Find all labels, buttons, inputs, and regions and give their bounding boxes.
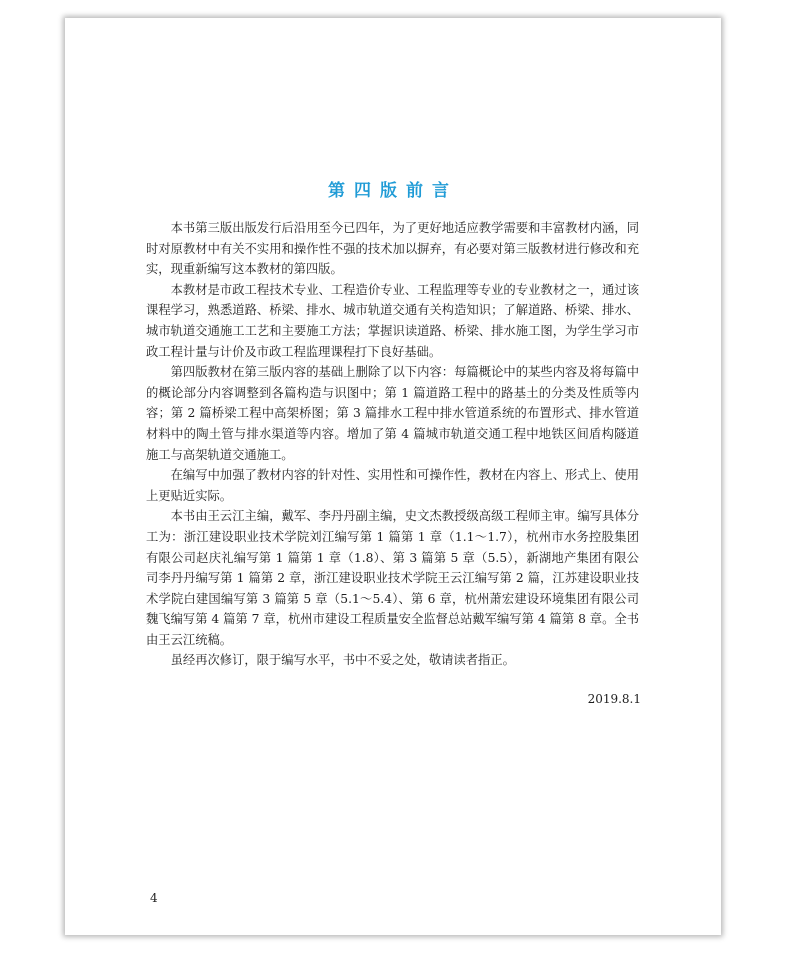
page-title: 第四版前言 <box>328 181 458 201</box>
paragraph-3: 第四版教材在第三版内容的基础上删除了以下内容：每篇概论中的某些内容及将每篇中的概论部分内容调整到各篇构造与识图中；第 1 篇道路工程中的路基土的分类及性质等内容；第 2 篇桥梁工程中高架桥图；第 3 篇排水工程中排水管道系统的布置形式、排水管道材料中的陶土管与排水渠道等内容。增加了第 4 篇城市轨道交通工程中地铁区间盾构隧道施工与高架轨道交通施工。 <box>146 365 639 462</box>
paragraph-2: 本教材是市政工程技术专业、工程造价专业、工程监理等专业的专业教材之一，通过该课程学习，熟悉道路、桥梁、排水、城市轨道交通有关构造知识；了解道路、桥梁、排水、城市轨道交通施工工艺和主要施工方法；掌握识读道路、桥梁、排水施工图，为学生学习市政工程计量与计价及市政工程监理课程打下良好基础。 <box>146 282 639 359</box>
paragraph-4: 在编写中加强了教材内容的针对性、实用性和可操作性，教材在内容上、形式上、使用上更贴近实际。 <box>146 468 639 503</box>
paragraph-1: 本书第三版出版发行后沿用至今已四年，为了更好地适应教学需要和丰富教材内涵，同时对原教材中有关不实用和操作性不强的技术加以摒弃，有必要对第三版教材进行修改和充实，现重新编写这本教材的第四版。 <box>146 221 639 277</box>
preface-body <box>146 218 639 671</box>
document-page <box>65 18 721 935</box>
signature-date: 2019.8.1 <box>587 692 641 706</box>
paragraph-6: 虽经再次修订，限于编写水平，书中不妥之处，敬请读者指正。 <box>170 653 515 668</box>
page-number: 4 <box>150 891 158 905</box>
paragraph-5: 本书由王云江主编，戴军、李丹丹副主编，史文杰教授级高级工程师主审。编写具体分工为：浙江建设职业技术学院刘江编写第 1 篇第 1 章（1.1～1.7），杭州市水务控股集团有限公司赵庆礼编写第 1 篇第 1 章（1.8）、第 3 篇第 5 章（5.5），新湖地产集团有限公司李丹丹编写第 1 篇第 2 章，浙江建设职业技术学院王云江编写第 2 篇，江苏建设职业技术学院白建国编写第 3 篇第 5 章（5.1～5.4）、第 6 章，杭州萧宏建设环境集团有限公司魏飞编写第 4 篇第 7 章，杭州市建设工程质量安全监督总站戴军编写第 4 篇第 8 章。全书由王云江统稿。 <box>146 509 639 647</box>
